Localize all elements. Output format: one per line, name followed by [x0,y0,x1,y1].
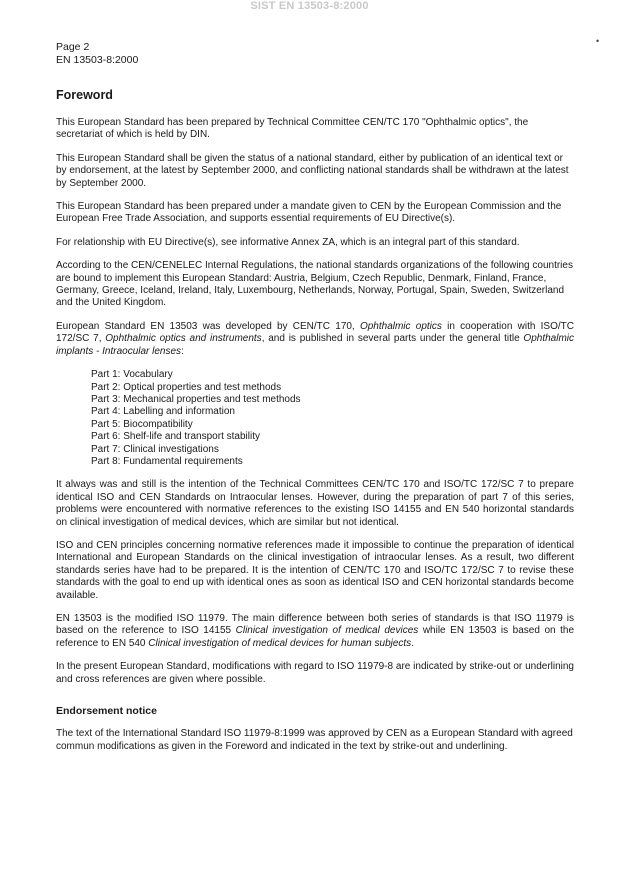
list-item: Part 3: Mechanical properties and test methods [91,393,301,405]
list-item: Part 4: Labelling and information [91,406,235,418]
list-item: Part 8: Fundamental requirements [91,455,243,467]
paragraph-development: European Standard EN 13503 was developed by CEN/TC 170, Ophthalmic optics in cooperation with ISO/TC 172/SC 7, Ophthalmic optics and instruments, and is published in several parts under the general title Ophthalmic implants - Intraocular lenses: [56,320,574,357]
page-header [56,41,138,67]
paragraph-national-bodies: According to the CEN/CENELEC Internal Regulations, the national standards organizations of the following countries are bound to implement this European Standard: Austria, Belgium, Czech Republic, Denmark, Finland, France, Germany, Greece, Iceland, Ireland, Italy, Luxembourg, Netherlands, Norway, Portugal, Spain, Sweden, Switzerland and the United Kingdom. [56,260,573,309]
list-item: Part 6: Shelf-life and transport stability [91,431,260,443]
paragraph-technical-committee: This European Standard has been prepared by Technical Committee CEN/TC 170 "Ophthalmic optics", the secretariat of which is held by DIN. [56,117,529,141]
paragraph-mandate: This European Standard has been prepared under a mandate given to CEN by the European Commission and the European Free Trade Association, and supports essential requirements of EU Directive(s). [56,201,562,225]
list-item: Part 5: Biocompatibility [91,418,193,430]
scan-speck-icon: • [596,36,600,46]
endorsement-title: Endorsement notice [56,705,157,718]
page-number: Page 2 [56,41,90,53]
foreword-body [56,117,574,764]
endorsement-text: The text of the International Standard ISO 11979-8:1999 was approved by CEN as a European Standard with agreed commun modifications as given in the Foreword and indicated in the text by strike-out and underlining. [56,728,573,752]
document-id: EN 13503-8:2000 [56,54,139,66]
document-watermark: SIST EN 13503-8:2000 [250,0,369,12]
list-item: Part 2: Optical properties and test methods [91,381,282,393]
paragraph-eu-directive: For relationship with EU Directive(s), see informative Annex ZA, which is an integral part of this standard. [56,236,520,248]
paragraph-national-status: This European Standard shall be given the status of a national standard, either by publication of an identical text or by endorsement, at the latest by September 2000, and conflicting national standards shall be withdrawn at the latest by September 2000. [56,152,569,189]
parts-list [91,369,574,468]
paragraph-difference: EN 13503 is the modified ISO 11979. The main difference between both series of standards is that ISO 11979 is based on the reference to ISO 14155 Clinical investigation of medical devices while EN 13503 is based on the reference to EN 540 Clinical investigation of medical devices for human subjects. [56,613,575,649]
paragraph-modifications: In the present European Standard, modifications with regard to ISO 11979-8 are indicated by strike-out or underlining and cross references are given where possible. [56,661,574,685]
paragraph-intention: It always was and still is the intention of the Technical Committees CEN/TC 170 and ISO/TC 172/SC 7 to prepare identical ISO and CEN Standards on Intraocular lenses. However, during the preparation of part 7 of this series, problems were encountered with normative references to the existing ISO 14155 and EN 540 horizontal standards on clinical investigation of medical devices, which are similar but not identical. [56,479,574,528]
paragraph-iso-cen-principles: ISO and CEN principles concerning normative references made it impossible to continue the preparation of identical International and European Standards on the clinical investigation of intraocular lenses. As a result, two different standards series have had to be prepared. It is the intention of CEN/TC 170 and ISO/TC 172/SC 7 to revise these standards with the goal to end up with identical ones as soon as identical ISO and CEN horizontal standards become available. [56,539,574,601]
list-item: Part 7: Clinical investigations [91,443,219,455]
section-title-foreword: Foreword [56,88,113,102]
list-item: Part 1: Vocabulary [91,369,173,381]
